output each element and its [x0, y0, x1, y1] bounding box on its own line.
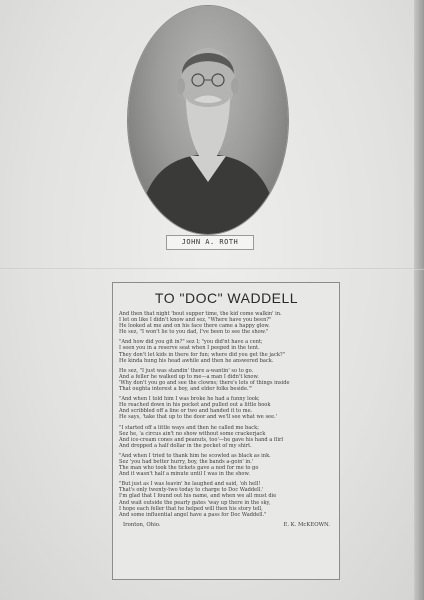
poem-line: They don't let kids in there for fun; where did you get the jack?": [119, 351, 285, 358]
portrait-figure: [128, 6, 288, 234]
poem-line: He sez, "I won't lie to you dad, I've been to see the show.": [119, 329, 269, 336]
poem-title: TO "DOC" WADDELL: [154, 290, 299, 306]
stanza: [119, 481, 334, 518]
poem-line: 'Why don't you go and see the clowns; there's lots of things inside: [119, 379, 290, 386]
poem-clipping: [112, 282, 340, 580]
poem-line: Sez he, 'a circus ain't no show without some crackerjack: [119, 430, 266, 437]
poem-author: E. K. McKEOWN.: [283, 521, 330, 528]
poem-line: He reached down in his pocket and pulled out a little book: [119, 402, 271, 409]
poem-line: And a feller he walked up to me—a man I didn't know.: [119, 373, 259, 380]
poem-line: He says, 'take that up to the door and we'll see what we see.': [119, 414, 278, 421]
poem-line: "And when I told him I was broke he had a funny look;: [119, 396, 260, 403]
poem-line: Sez 'you had better hurry, boy, the bands a-goin' in.': [119, 458, 254, 465]
page-fold: [0, 268, 424, 270]
poem-line: "But just as I was leavin' he laughed and said, 'oh hell!: [119, 481, 261, 488]
poem-line: "And how did you git in?" sez I; "you did'nt have a cent;: [119, 339, 263, 346]
poem-line: And some influential angel have a pass for Doc Waddell.": [119, 511, 267, 518]
stanza: [119, 311, 334, 335]
poem-line: And it wasn't half a minute until I was in the show.: [119, 471, 250, 478]
stanza: [119, 368, 334, 392]
page-edge: [414, 0, 424, 600]
poem-line: That oughta interest a boy, and elder folks beside.'": [119, 386, 253, 393]
poem-line: "I started off a little ways and then he called me back;: [119, 424, 259, 431]
poem-line: I'm glad that I found out his name, and when we all must die: [119, 493, 277, 500]
poem-line: "And when I tried to thank him he scowled as black as ink.: [119, 452, 271, 459]
stanza: [119, 453, 334, 477]
poem-line: I hope each feller that he helped will then his story tell,: [119, 505, 263, 512]
poem-place: Ironton, Ohio.: [123, 521, 161, 528]
poem-line: And wait outside the pearly gates 'way up there in the sky,: [119, 499, 271, 506]
portrait-photo: [128, 6, 288, 234]
poem-line: That's only twenty-two today to charge to Doc Waddell.': [119, 487, 264, 494]
stanza: [119, 396, 334, 420]
poem-line: The man who took the tickets gave a nod for me to go: [119, 465, 259, 472]
poem-line: He looked at me and on his face there came a happy glow.: [119, 323, 270, 330]
poem-line: I let on like I didn't know and sez, "Where have you been?": [119, 317, 272, 324]
poem-line: And dropped a half dollar in the pocket of my shirt.: [119, 442, 252, 449]
poem-signature: [119, 522, 334, 528]
poem-line: He kinda hung his head awhile and then he answered back.: [119, 357, 274, 364]
poem-line: And ice-cream cones and peanuts, too'—he gave his hand a flirl: [119, 436, 284, 443]
poem-line: And then that night 'bout supper time, the kid come walkin' in.: [119, 311, 282, 317]
poem-line: I seen you in a reserve seat when I peeped in the tent.: [119, 345, 260, 352]
stanza: [119, 339, 334, 363]
poem-line: And scribbled off a line or two and handed it to me.: [119, 408, 253, 415]
poem-line: He sez, "I just was standin' there a-wantin' so to go.: [119, 367, 254, 374]
portrait-caption: JOHN A. ROTH: [166, 235, 254, 250]
stanza: [119, 425, 334, 449]
